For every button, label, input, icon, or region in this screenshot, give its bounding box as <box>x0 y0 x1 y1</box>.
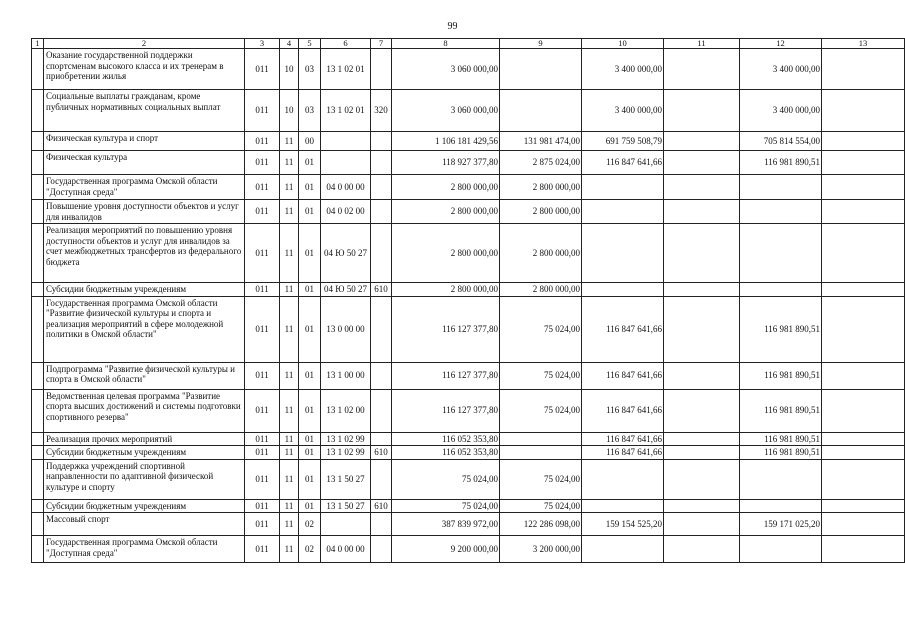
table-row <box>32 362 905 389</box>
cell-col-10: 3 400 000,00 <box>582 49 664 90</box>
cell-col-3: 011 <box>245 446 280 460</box>
cell-col-4: 11 <box>280 283 299 297</box>
row-number-cell <box>32 49 44 90</box>
cell-col-6: 13 1 02 99 <box>321 446 371 460</box>
cell-col-4: 11 <box>280 224 299 283</box>
cell-col-13 <box>822 536 905 563</box>
table-row <box>32 296 905 362</box>
cell-col-7 <box>371 389 392 432</box>
row-name-cell: Ведомственная целевая программа "Развитие спорта высших достижений и системы подготовки спортивного резерва" <box>44 389 245 432</box>
cell-col-12 <box>740 224 822 283</box>
row-name-cell: Физическая культура и спорт <box>44 132 245 151</box>
cell-col-7 <box>371 536 392 563</box>
cell-col-10: 116 847 641,66 <box>582 432 664 446</box>
cell-col-13 <box>822 459 905 499</box>
cell-col-4: 11 <box>280 362 299 389</box>
cell-col-12 <box>740 536 822 563</box>
row-name-cell: Поддержка учреждений спортивной направленности по адаптивной физической культуре и спорту <box>44 459 245 499</box>
cell-col-10 <box>582 459 664 499</box>
cell-col-8: 2 800 000,00 <box>392 283 500 297</box>
table-row <box>32 389 905 432</box>
cell-col-6: 13 1 02 01 <box>321 90 371 132</box>
cell-col-13 <box>822 389 905 432</box>
table-row <box>32 49 905 90</box>
column-header: 4 <box>280 39 299 49</box>
cell-col-9: 3 200 000,00 <box>500 536 582 563</box>
cell-col-6: 13 1 50 27 <box>321 499 371 513</box>
cell-col-11 <box>664 132 740 151</box>
cell-col-8: 75 024,00 <box>392 459 500 499</box>
row-number-cell <box>32 200 44 224</box>
cell-col-10: 116 847 641,66 <box>582 389 664 432</box>
column-header: 7 <box>371 39 392 49</box>
row-number-cell <box>32 446 44 460</box>
row-name-cell: Массовый спорт <box>44 513 245 536</box>
cell-col-5: 01 <box>299 175 321 200</box>
cell-col-13 <box>822 296 905 362</box>
table-row <box>32 175 905 200</box>
cell-col-3: 011 <box>245 90 280 132</box>
table-row <box>32 132 905 151</box>
cell-col-8: 3 060 000,00 <box>392 49 500 90</box>
cell-col-7 <box>371 513 392 536</box>
row-number-cell <box>32 224 44 283</box>
cell-col-10: 116 847 641,66 <box>582 151 664 175</box>
cell-col-9: 2 800 000,00 <box>500 283 582 297</box>
cell-col-3: 011 <box>245 432 280 446</box>
cell-col-9 <box>500 90 582 132</box>
cell-col-11 <box>664 536 740 563</box>
cell-col-8: 116 127 377,80 <box>392 296 500 362</box>
cell-col-6 <box>321 132 371 151</box>
cell-col-6: 04 0 00 00 <box>321 536 371 563</box>
table-row <box>32 499 905 513</box>
cell-col-10: 116 847 641,66 <box>582 446 664 460</box>
table-row <box>32 151 905 175</box>
cell-col-6: 04 0 00 00 <box>321 175 371 200</box>
row-number-cell <box>32 432 44 446</box>
cell-col-7 <box>371 49 392 90</box>
cell-col-11 <box>664 296 740 362</box>
cell-col-6: 04 Ю 50 27 <box>321 224 371 283</box>
row-name-cell: Субсидии бюджетным учреждениям <box>44 499 245 513</box>
cell-col-11 <box>664 175 740 200</box>
column-header: 6 <box>321 39 371 49</box>
cell-col-8: 1 106 181 429,56 <box>392 132 500 151</box>
cell-col-11 <box>664 446 740 460</box>
cell-col-5: 01 <box>299 499 321 513</box>
cell-col-7 <box>371 296 392 362</box>
table-row <box>32 513 905 536</box>
cell-col-3: 011 <box>245 536 280 563</box>
cell-col-12: 116 981 890,51 <box>740 446 822 460</box>
cell-col-4: 11 <box>280 459 299 499</box>
cell-col-5: 01 <box>299 446 321 460</box>
row-name-cell: Физическая культура <box>44 151 245 175</box>
cell-col-11 <box>664 513 740 536</box>
cell-col-11 <box>664 459 740 499</box>
cell-col-9: 2 875 024,00 <box>500 151 582 175</box>
row-number-cell <box>32 175 44 200</box>
row-number-cell <box>32 389 44 432</box>
budget-table <box>31 38 905 563</box>
cell-col-3: 011 <box>245 224 280 283</box>
cell-col-13 <box>822 151 905 175</box>
cell-col-8: 116 052 353,80 <box>392 432 500 446</box>
cell-col-13 <box>822 283 905 297</box>
cell-col-13 <box>822 446 905 460</box>
cell-col-5: 01 <box>299 362 321 389</box>
cell-col-7 <box>371 224 392 283</box>
cell-col-8: 75 024,00 <box>392 499 500 513</box>
row-name-cell: Подпрограмма "Развитие физической культуры и спорта в Омской области" <box>44 362 245 389</box>
cell-col-5: 01 <box>299 296 321 362</box>
table-row <box>32 432 905 446</box>
cell-col-12: 3 400 000,00 <box>740 49 822 90</box>
column-header: 11 <box>664 39 740 49</box>
cell-col-11 <box>664 224 740 283</box>
cell-col-3: 011 <box>245 132 280 151</box>
cell-col-5: 01 <box>299 459 321 499</box>
cell-col-3: 011 <box>245 283 280 297</box>
cell-col-8: 118 927 377,80 <box>392 151 500 175</box>
cell-col-4: 11 <box>280 513 299 536</box>
cell-col-5: 01 <box>299 283 321 297</box>
cell-col-13 <box>822 513 905 536</box>
cell-col-8: 2 800 000,00 <box>392 200 500 224</box>
table-row <box>32 446 905 460</box>
row-name-cell: Субсидии бюджетным учреждениям <box>44 283 245 297</box>
cell-col-6: 04 Ю 50 27 <box>321 283 371 297</box>
row-number-cell <box>32 296 44 362</box>
cell-col-9: 2 800 000,00 <box>500 224 582 283</box>
page-number: 99 <box>447 21 458 32</box>
cell-col-7 <box>371 432 392 446</box>
cell-col-5: 02 <box>299 536 321 563</box>
cell-col-13 <box>822 499 905 513</box>
cell-col-13 <box>822 362 905 389</box>
row-number-cell <box>32 90 44 132</box>
column-header: 10 <box>582 39 664 49</box>
cell-col-8: 2 800 000,00 <box>392 175 500 200</box>
cell-col-9: 75 024,00 <box>500 499 582 513</box>
cell-col-9: 2 800 000,00 <box>500 175 582 200</box>
cell-col-6: 13 1 02 00 <box>321 389 371 432</box>
cell-col-13 <box>822 224 905 283</box>
cell-col-11 <box>664 499 740 513</box>
cell-col-3: 011 <box>245 200 280 224</box>
cell-col-10: 159 154 525,20 <box>582 513 664 536</box>
cell-col-12 <box>740 499 822 513</box>
row-number-cell <box>32 459 44 499</box>
column-header: 8 <box>392 39 500 49</box>
cell-col-7: 610 <box>371 446 392 460</box>
table-row <box>32 200 905 224</box>
cell-col-6: 13 1 50 27 <box>321 459 371 499</box>
row-number-cell <box>32 283 44 297</box>
cell-col-6: 13 1 02 99 <box>321 432 371 446</box>
cell-col-12: 3 400 000,00 <box>740 90 822 132</box>
cell-col-13 <box>822 432 905 446</box>
cell-col-5: 01 <box>299 224 321 283</box>
cell-col-13 <box>822 132 905 151</box>
cell-col-9: 2 800 000,00 <box>500 200 582 224</box>
row-name-cell: Государственная программа Омской области "Доступная среда" <box>44 175 245 200</box>
cell-col-5: 03 <box>299 49 321 90</box>
row-number-cell <box>32 536 44 563</box>
table-row <box>32 536 905 563</box>
cell-col-9: 75 024,00 <box>500 389 582 432</box>
row-name-cell: Реализация мероприятий по повышению уровня доступности объектов и услуг для инвалидов за счет межбюджетных трансфертов из федерального бюджета <box>44 224 245 283</box>
cell-col-11 <box>664 362 740 389</box>
cell-col-10: 691 759 508,79 <box>582 132 664 151</box>
cell-col-7: 610 <box>371 499 392 513</box>
cell-col-5: 01 <box>299 200 321 224</box>
cell-col-9: 75 024,00 <box>500 362 582 389</box>
row-name-cell: Повышение уровня доступности объектов и услуг для инвалидов <box>44 200 245 224</box>
cell-col-4: 11 <box>280 446 299 460</box>
cell-col-11 <box>664 200 740 224</box>
cell-col-8: 116 052 353,80 <box>392 446 500 460</box>
cell-col-6: 04 0 02 00 <box>321 200 371 224</box>
cell-col-7 <box>371 175 392 200</box>
cell-col-8: 3 060 000,00 <box>392 90 500 132</box>
cell-col-4: 11 <box>280 296 299 362</box>
cell-col-12: 116 981 890,51 <box>740 389 822 432</box>
cell-col-9 <box>500 432 582 446</box>
cell-col-12: 705 814 554,00 <box>740 132 822 151</box>
cell-col-10 <box>582 536 664 563</box>
cell-col-4: 10 <box>280 90 299 132</box>
cell-col-5: 00 <box>299 132 321 151</box>
cell-col-12 <box>740 459 822 499</box>
cell-col-13 <box>822 49 905 90</box>
cell-col-9: 131 981 474,00 <box>500 132 582 151</box>
cell-col-9: 75 024,00 <box>500 296 582 362</box>
table-row <box>32 459 905 499</box>
row-name-cell: Государственная программа Омской области "Доступная среда" <box>44 536 245 563</box>
column-header: 3 <box>245 39 280 49</box>
cell-col-4: 11 <box>280 499 299 513</box>
cell-col-13 <box>822 175 905 200</box>
cell-col-4: 11 <box>280 536 299 563</box>
cell-col-3: 011 <box>245 389 280 432</box>
cell-col-12 <box>740 283 822 297</box>
cell-col-11 <box>664 432 740 446</box>
cell-col-10 <box>582 224 664 283</box>
cell-col-7 <box>371 362 392 389</box>
cell-col-10: 3 400 000,00 <box>582 90 664 132</box>
row-name-cell: Социальные выплаты гражданам, кроме публичных нормативных социальных выплат <box>44 90 245 132</box>
header-row <box>32 39 905 49</box>
cell-col-4: 11 <box>280 200 299 224</box>
cell-col-6: 13 1 02 01 <box>321 49 371 90</box>
cell-col-9: 122 286 098,00 <box>500 513 582 536</box>
cell-col-4: 11 <box>280 389 299 432</box>
cell-col-6 <box>321 151 371 175</box>
cell-col-12 <box>740 175 822 200</box>
cell-col-3: 011 <box>245 362 280 389</box>
cell-col-10 <box>582 175 664 200</box>
cell-col-9 <box>500 49 582 90</box>
cell-col-8: 116 127 377,80 <box>392 389 500 432</box>
row-number-cell <box>32 499 44 513</box>
column-header: 13 <box>822 39 905 49</box>
column-header: 1 <box>32 39 44 49</box>
cell-col-7: 610 <box>371 283 392 297</box>
cell-col-12: 116 981 890,51 <box>740 151 822 175</box>
cell-col-3: 011 <box>245 296 280 362</box>
cell-col-13 <box>822 90 905 132</box>
row-number-cell <box>32 151 44 175</box>
cell-col-3: 011 <box>245 499 280 513</box>
column-header: 2 <box>44 39 245 49</box>
cell-col-10 <box>582 499 664 513</box>
cell-col-11 <box>664 90 740 132</box>
row-name-cell: Оказание государственной поддержки спортсменам высокого класса и их тренерам в приобретении жилья <box>44 49 245 90</box>
cell-col-10 <box>582 200 664 224</box>
cell-col-6: 13 0 00 00 <box>321 296 371 362</box>
cell-col-8: 2 800 000,00 <box>392 224 500 283</box>
row-number-cell <box>32 132 44 151</box>
column-header: 12 <box>740 39 822 49</box>
table-row <box>32 283 905 297</box>
cell-col-11 <box>664 151 740 175</box>
cell-col-7 <box>371 200 392 224</box>
cell-col-7 <box>371 132 392 151</box>
table-row <box>32 224 905 283</box>
cell-col-4: 11 <box>280 175 299 200</box>
cell-col-4: 10 <box>280 49 299 90</box>
cell-col-12: 116 981 890,51 <box>740 432 822 446</box>
row-number-cell <box>32 513 44 536</box>
cell-col-3: 011 <box>245 151 280 175</box>
cell-col-3: 011 <box>245 459 280 499</box>
cell-col-8: 387 839 972,00 <box>392 513 500 536</box>
cell-col-5: 02 <box>299 513 321 536</box>
cell-col-11 <box>664 283 740 297</box>
cell-col-7 <box>371 459 392 499</box>
cell-col-3: 011 <box>245 513 280 536</box>
cell-col-5: 03 <box>299 90 321 132</box>
cell-col-4: 11 <box>280 151 299 175</box>
cell-col-3: 011 <box>245 49 280 90</box>
cell-col-9 <box>500 446 582 460</box>
cell-col-7: 320 <box>371 90 392 132</box>
cell-col-4: 11 <box>280 132 299 151</box>
cell-col-3: 011 <box>245 175 280 200</box>
cell-col-4: 11 <box>280 432 299 446</box>
cell-col-5: 01 <box>299 389 321 432</box>
cell-col-10: 116 847 641,66 <box>582 362 664 389</box>
cell-col-12: 159 171 025,20 <box>740 513 822 536</box>
column-header: 5 <box>299 39 321 49</box>
row-name-cell: Субсидии бюджетным учреждениям <box>44 446 245 460</box>
cell-col-5: 01 <box>299 151 321 175</box>
cell-col-12: 116 981 890,51 <box>740 296 822 362</box>
row-name-cell: Реализация прочих мероприятий <box>44 432 245 446</box>
cell-col-8: 9 200 000,00 <box>392 536 500 563</box>
table-row <box>32 90 905 132</box>
cell-col-13 <box>822 200 905 224</box>
cell-col-11 <box>664 49 740 90</box>
cell-col-5: 01 <box>299 432 321 446</box>
cell-col-8: 116 127 377,80 <box>392 362 500 389</box>
cell-col-9: 75 024,00 <box>500 459 582 499</box>
cell-col-10 <box>582 283 664 297</box>
cell-col-11 <box>664 389 740 432</box>
cell-col-12 <box>740 200 822 224</box>
cell-col-10: 116 847 641,66 <box>582 296 664 362</box>
row-number-cell <box>32 362 44 389</box>
row-name-cell: Государственная программа Омской области "Развитие физической культуры и спорта и реализация мероприятий в сфере молодежной политики в Омской области" <box>44 296 245 362</box>
column-header: 9 <box>500 39 582 49</box>
cell-col-6 <box>321 513 371 536</box>
cell-col-7 <box>371 151 392 175</box>
cell-col-6: 13 1 00 00 <box>321 362 371 389</box>
cell-col-12: 116 981 890,51 <box>740 362 822 389</box>
